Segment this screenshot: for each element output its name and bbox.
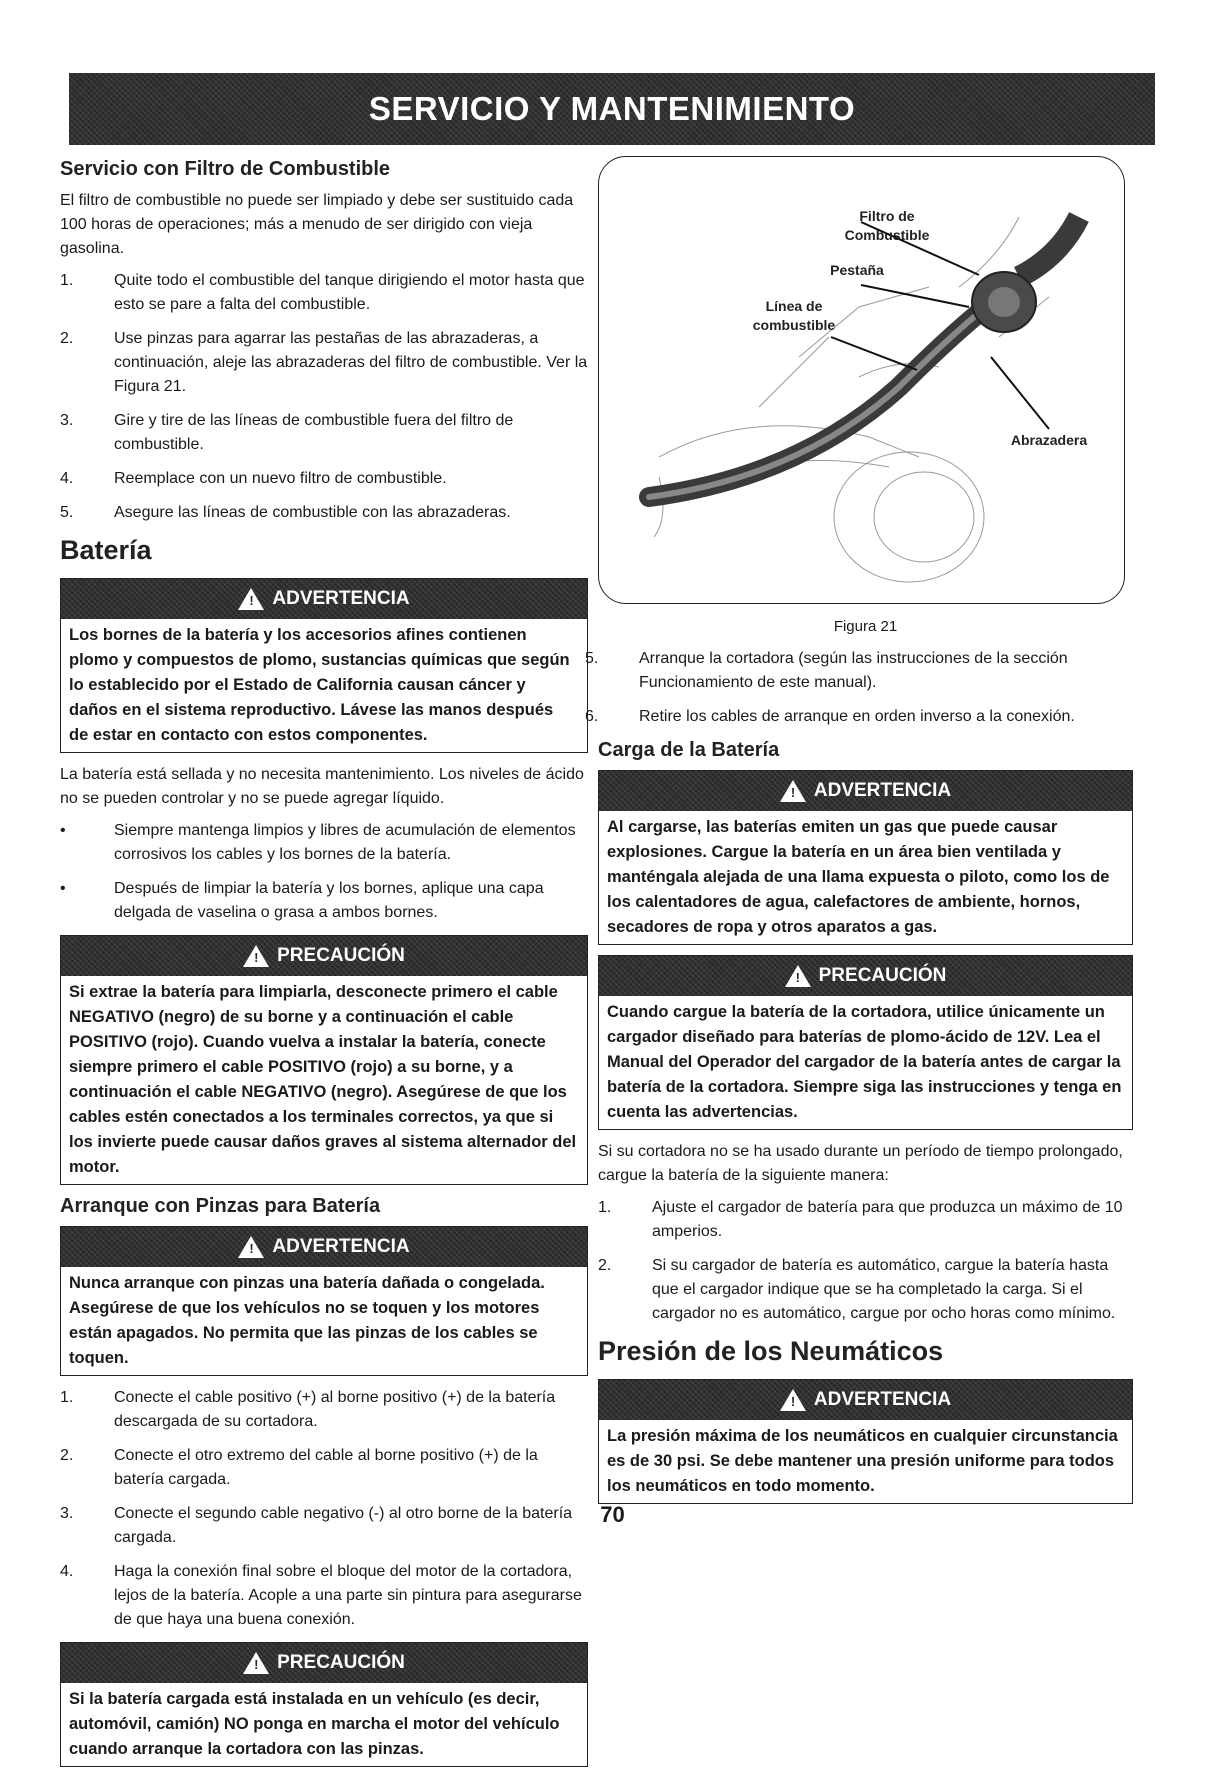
caution-bar: ! PRECAUCIÓN: [61, 936, 587, 976]
warning-bar: ! ADVERTENCIA: [599, 1380, 1132, 1420]
warning-icon: !: [238, 588, 264, 610]
caution-bar: ! PRECAUCIÓN: [599, 956, 1132, 996]
jump-start-warning-text: Nunca arranque con pinzas una batería dañada o congelada. Asegúrese de que los vehículos no se toquen y los motores están apagados. No permita que las pinzas de los cables se toquen.: [69, 1274, 545, 1367]
warning-icon: !: [238, 1236, 264, 1258]
warning-icon: !: [243, 1652, 269, 1674]
left-column: [60, 156, 588, 1777]
battery-caution-box: [60, 935, 588, 1185]
list-item: 4. Haga la conexión final sobre el bloque del motor de la cortadora, lejos de la batería. Acople a una parte sin pintura para asegurarse de que haya una buena conexión.: [60, 1563, 582, 1628]
list-item: 5. Asegure las líneas de combustible con las abrazaderas.: [60, 504, 511, 521]
figure-21: [598, 156, 1125, 604]
warning-bar: ! ADVERTENCIA: [599, 771, 1132, 811]
label-fuel-filter: Filtro de Combustible: [844, 208, 930, 243]
list-item: 3. Gire y tire de las líneas de combustible fuera del filtro de combustible.: [60, 412, 514, 453]
banner-title: SERVICIO Y MANTENIMIENTO: [368, 90, 856, 127]
fuel-filter-steps: [60, 269, 588, 525]
jump-start-warning-box: [60, 1226, 588, 1376]
figure-caption: Figura 21: [833, 618, 898, 635]
right-column: [585, 156, 1133, 1514]
charging-steps: [598, 1196, 1133, 1326]
charging-caution-box: [598, 955, 1133, 1130]
label-clamp: Abrazadera: [1010, 432, 1088, 448]
list-item: 2. Use pinzas para agarrar las pestañas de las abrazaderas, a continuación, aleje las abrazaderas del filtro de combustible. Ver la Figura 21.: [60, 330, 588, 395]
battery-heading: Batería: [60, 535, 152, 565]
tires-warning-text: La presión máxima de los neumáticos en cualquier circunstancia es de 30 psi. Se debe mantener una presión uniforme para todos los neumáticos en todo momento.: [607, 1427, 1118, 1495]
page-banner: [69, 73, 1155, 145]
warning-icon: !: [780, 780, 806, 802]
warning-icon: !: [785, 965, 811, 987]
list-item: 5. Arranque la cortadora (según las instrucciones de la sección Funcionamiento de este manual).: [585, 650, 1068, 691]
battery-warning-text: Los bornes de la batería y los accesorios afines contienen plomo y compuestos de plomo, sustancias químicas que según lo establecido por el Estado de California causan cáncer y daños en el sistema reproductivo. Lávese las manos después de estar en contacto con estos componentes.: [69, 626, 570, 744]
list-item: 1. Ajuste el cargador de batería para que produzca un máximo de 10 amperios.: [598, 1199, 1123, 1240]
warning-bar: ! ADVERTENCIA: [61, 579, 587, 619]
warning-icon: !: [243, 945, 269, 967]
list-item: 2. Si su cargador de batería es automático, cargue la batería hasta que el cargador indique que se ha completado la carga. Si el cargador no es automático, cargue por ocho horas como mínimo.: [598, 1257, 1116, 1322]
jump-start-caution-text: Si la batería cargada está instalada en un vehículo (es decir, automóvil, camión) NO ponga en marcha el motor del vehículo cuando arranque la cortadora con las pinzas.: [69, 1690, 560, 1758]
list-item: 2. Conecte el otro extremo del cable al borne positivo (+) de la batería cargada.: [60, 1447, 538, 1488]
warning-bar: ! ADVERTENCIA: [61, 1227, 587, 1267]
tires-heading: Presión de los Neumáticos: [598, 1336, 944, 1366]
list-item: • Siempre mantenga limpios y libres de acumulación de elementos corrosivos los cables y los bornes de la batería.: [60, 822, 576, 863]
jump-start-caution-box: [60, 1642, 588, 1767]
charging-warning-box: [598, 770, 1133, 945]
tires-warning-box: [598, 1379, 1133, 1504]
list-item: 6. Retire los cables de arranque en orden inverso a la conexión.: [585, 708, 1075, 725]
fuel-filter-intro: El filtro de combustible no puede ser limpiado y debe ser sustituido cada 100 horas de operaciones; más a menudo de ser dirigido con vieja gasolina.: [60, 192, 574, 257]
label-fuel-line: Línea de combustible: [752, 298, 836, 333]
caution-bar: ! PRECAUCIÓN: [61, 1643, 587, 1683]
list-item: • Después de limpiar la batería y los bornes, aplique una capa delgada de vaselina o grasa a ambos bornes.: [60, 880, 544, 921]
list-item: 3. Conecte el segundo cable negativo (-) al otro borne de la batería cargada.: [60, 1505, 573, 1546]
label-tab: Pestaña: [830, 262, 884, 278]
charging-warning-text: Al cargarse, las baterías emiten un gas que puede causar explosiones. Cargue la batería en un área bien ventilada y manténgala alejada de una llama expuesta o piloto, como los de los calentadores de agua, calefactores de ambiente, hornos, secadores de ropa y otros aparatos a gas.: [607, 818, 1110, 936]
warning-icon: !: [780, 1389, 806, 1411]
charging-caution-text: Cuando cargue la batería de la cortadora, utilice únicamente un cargador diseñado para baterías de plomo-ácido de 12V. Lea el Manual del Operador del cargador de la batería antes de cargar la batería de la cortadora. Siempre siga las instrucciones y tenga en cuenta las advertencias.: [607, 1003, 1122, 1121]
charging-intro: Si su cortadora no se ha usado durante un período de tiempo prolongado, cargue la batería de la siguiente manera:: [598, 1143, 1123, 1184]
battery-warning-box: [60, 578, 588, 753]
fuel-filter-heading: Servicio con Filtro de Combustible: [60, 158, 391, 180]
page-number: 70: [600, 1502, 625, 1527]
list-item: 4. Reemplace con un nuevo filtro de combustible.: [60, 470, 447, 487]
battery-bullets: [60, 819, 588, 925]
battery-intro: La batería está sellada y no necesita mantenimiento. Los niveles de ácido no se pueden controlar y no se puede agregar líquido.: [60, 766, 584, 807]
charging-heading: Carga de la Batería: [598, 739, 780, 761]
jump-start-heading: Arranque con Pinzas para Batería: [60, 1195, 381, 1217]
battery-caution-text: Si extrae la batería para limpiarla, desconecte primero el cable NEGATIVO (negro) de su borne y a continuación el cable POSITIVO (rojo). Cuando vuelva a instalar la batería, conecte siempre primero el cable POSITIVO (rojo) a su borne, y a continuación el cable NEGATIVO (negro). Asegúrese de que los cables estén conectados a los terminales correctos, ya que si los invierte puede causar daños graves al sistema alternador del motor.: [69, 983, 577, 1176]
jump-start-steps-cont: [585, 647, 1133, 729]
list-item: 1. Quite todo el combustible del tanque dirigiendo el motor hasta que esto se pare a falta del combustible.: [60, 272, 585, 313]
list-item: 1. Conecte el cable positivo (+) al borne positivo (+) de la batería descargada de su cortadora.: [60, 1389, 556, 1430]
